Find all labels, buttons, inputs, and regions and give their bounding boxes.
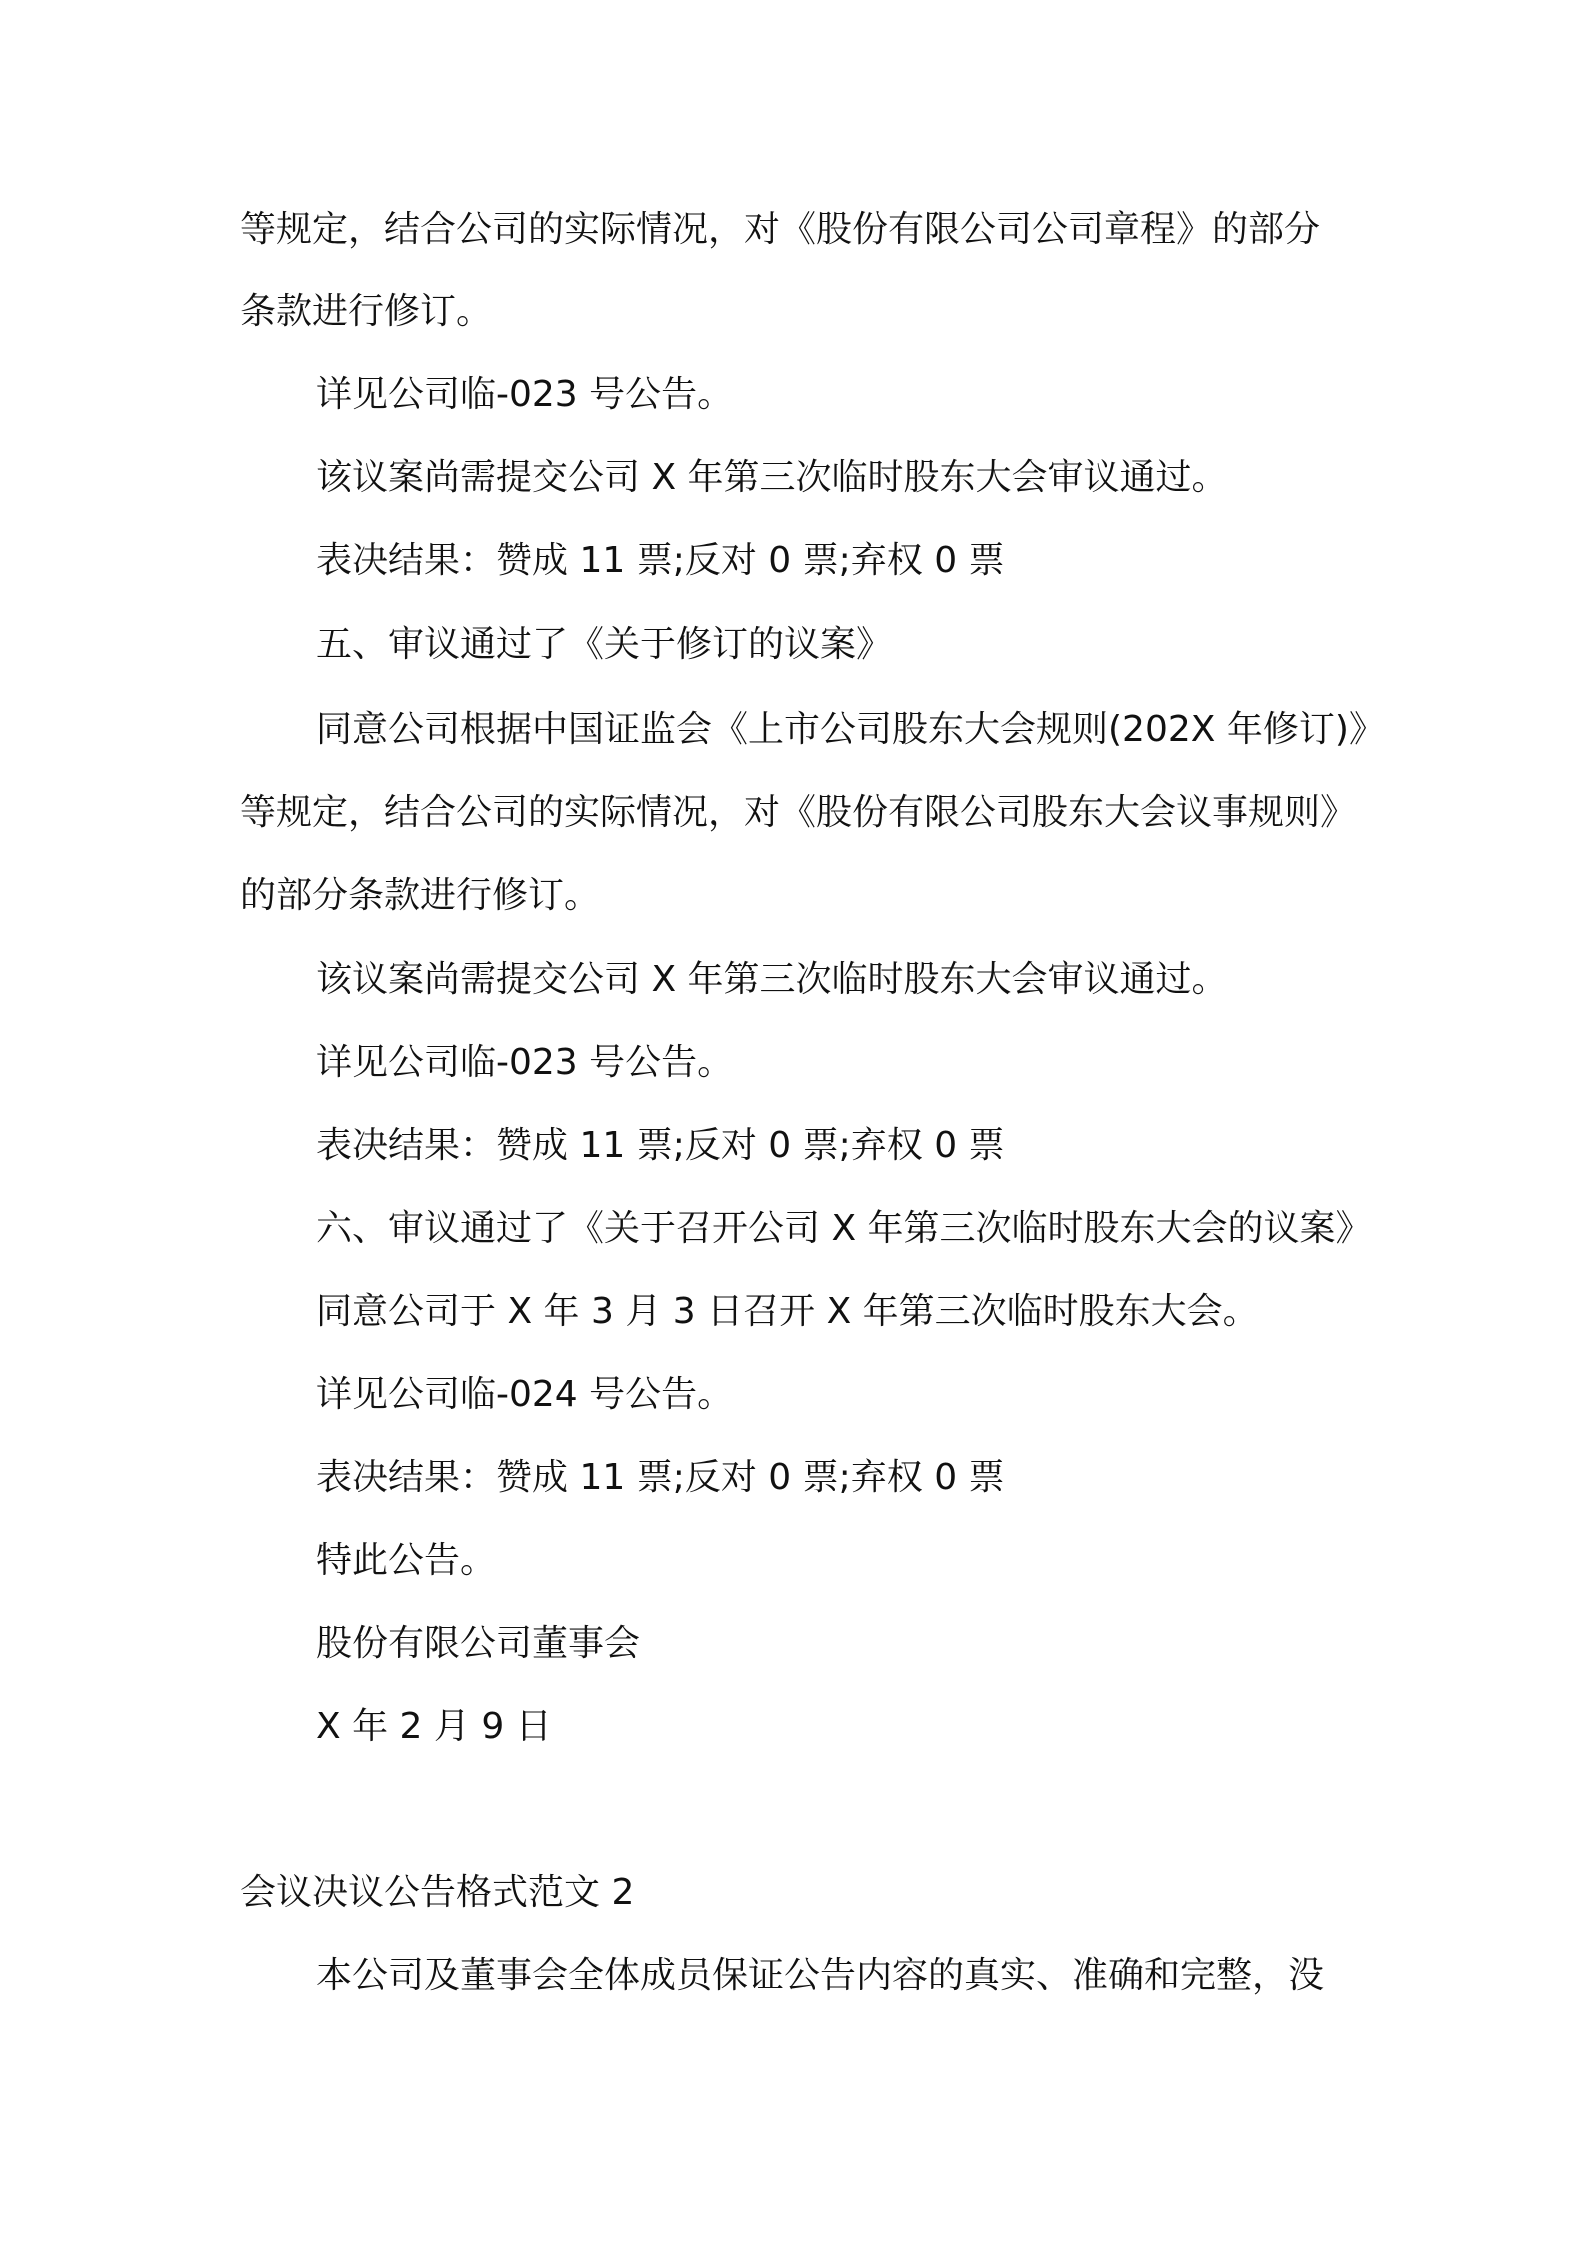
body-text-line: 同意公司根据中国证监会《上市公司股东大会规则(202X 年修订)》 [316, 709, 1385, 750]
vote-result-line: 表决结果：赞成 11 票;反对 0 票;弃权 0 票 [316, 1457, 1005, 1498]
vote-result-line: 表决结果：赞成 11 票;反对 0 票;弃权 0 票 [316, 1125, 1005, 1166]
closing-text: 特此公告。 [316, 1540, 497, 1581]
body-text-line: 本公司及董事会全体成员保证公告内容的真实、准确和完整，没 [316, 1955, 1325, 1996]
body-text-line: 同意公司于 X 年 3 月 3 日召开 X 年第三次临时股东大会。 [316, 1291, 1259, 1332]
vote-result-line: 表决结果：赞成 11 票;反对 0 票;弃权 0 票 [316, 540, 1005, 581]
body-text-line: 等规定，结合公司的实际情况，对《股份有限公司股东大会议事规则》 [240, 792, 1357, 833]
document-subtitle: 会议决议公告格式范文 2 [240, 1872, 635, 1913]
section-heading: 六、审议通过了《关于召开公司 X 年第三次临时股东大会的议案》 [316, 1208, 1372, 1249]
body-text-line: 该议案尚需提交公司 X 年第三次临时股东大会审议通过。 [316, 959, 1228, 1000]
document-date: X 年 2 月 9 日 [316, 1706, 552, 1747]
body-text-line: 详见公司临-023 号公告。 [316, 374, 734, 415]
signatory: 股份有限公司董事会 [316, 1623, 641, 1664]
section-heading: 五、审议通过了《关于修订的议案》 [316, 624, 893, 665]
body-text-line: 条款进行修订。 [240, 291, 493, 332]
body-text-line: 该议案尚需提交公司 X 年第三次临时股东大会审议通过。 [316, 457, 1228, 498]
body-text-line: 详见公司临-023 号公告。 [316, 1042, 734, 1083]
body-text-line: 等规定，结合公司的实际情况，对《股份有限公司公司章程》的部分 [240, 209, 1321, 250]
body-text-line: 详见公司临-024 号公告。 [316, 1374, 734, 1415]
body-text-line: 的部分条款进行修订。 [240, 875, 601, 916]
